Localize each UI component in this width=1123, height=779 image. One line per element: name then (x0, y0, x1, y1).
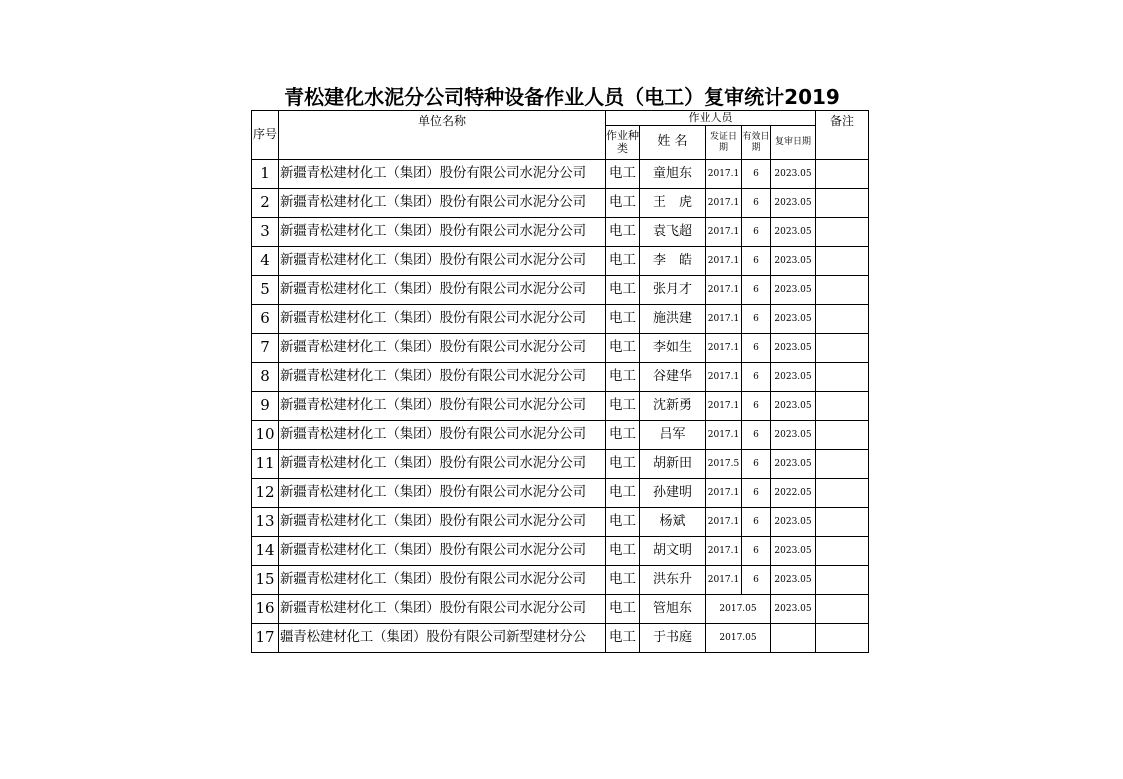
row-note (816, 334, 869, 363)
row-valid-years: 6 (742, 450, 771, 479)
row-unit-name: 新疆青松建材化工（集团）股份有限公司水泥分公司 (279, 450, 606, 479)
row-note (816, 363, 869, 392)
row-review-date: 2023.05 (771, 508, 816, 537)
row-valid-years: 6 (742, 276, 771, 305)
row-index: 11 (252, 450, 279, 479)
row-work-type: 电工 (606, 247, 640, 276)
row-valid-years: 6 (742, 189, 771, 218)
row-person-name: 童旭东 (640, 160, 706, 189)
row-issue-date-merged: 2017.05 (706, 624, 771, 653)
table-row (252, 392, 869, 421)
row-review-date: 2023.05 (771, 247, 816, 276)
row-unit-name: 新疆青松建材化工（集团）股份有限公司水泥分公司 (279, 334, 606, 363)
row-valid-years: 6 (742, 508, 771, 537)
table-row (252, 305, 869, 334)
row-unit-name: 新疆青松建材化工（集团）股份有限公司水泥分公司 (279, 537, 606, 566)
row-valid-years: 6 (742, 334, 771, 363)
row-note (816, 421, 869, 450)
row-person-name: 王 虎 (640, 189, 706, 218)
row-person-name: 胡文明 (640, 537, 706, 566)
row-note (816, 189, 869, 218)
row-issue-date: 2017.1 (706, 218, 742, 247)
row-index: 5 (252, 276, 279, 305)
row-valid-years: 6 (742, 363, 771, 392)
table-row (252, 421, 869, 450)
row-note (816, 624, 869, 653)
row-work-type: 电工 (606, 160, 640, 189)
row-unit-name: 新疆青松建材化工（集团）股份有限公司水泥分公司 (279, 508, 606, 537)
row-index: 4 (252, 247, 279, 276)
row-work-type: 电工 (606, 421, 640, 450)
row-note (816, 595, 869, 624)
row-unit-name: 新疆青松建材化工（集团）股份有限公司水泥分公司 (279, 392, 606, 421)
row-issue-date: 2017.1 (706, 160, 742, 189)
table-row (252, 537, 869, 566)
row-work-type: 电工 (606, 537, 640, 566)
table-row (252, 566, 869, 595)
row-note (816, 160, 869, 189)
row-review-date: 2022.05 (771, 479, 816, 508)
row-valid-years: 6 (742, 305, 771, 334)
row-unit-name: 新疆青松建材化工（集团）股份有限公司水泥分公司 (279, 189, 606, 218)
row-index: 15 (252, 566, 279, 595)
table-row (252, 595, 869, 624)
row-index: 16 (252, 595, 279, 624)
row-review-date: 2023.05 (771, 189, 816, 218)
row-work-type: 电工 (606, 392, 640, 421)
row-unit-name: 新疆青松建材化工（集团）股份有限公司水泥分公司 (279, 247, 606, 276)
table-row (252, 334, 869, 363)
row-review-date: 2023.05 (771, 595, 816, 624)
row-review-date: 2023.05 (771, 276, 816, 305)
table-row (252, 247, 869, 276)
header-name: 姓 名 (640, 126, 706, 160)
table-row (252, 363, 869, 392)
table-row (252, 160, 869, 189)
row-index: 6 (252, 305, 279, 334)
row-review-date: 2023.05 (771, 392, 816, 421)
row-unit-name: 新疆青松建材化工（集团）股份有限公司水泥分公司 (279, 160, 606, 189)
row-index: 17 (252, 624, 279, 653)
row-valid-years: 6 (742, 537, 771, 566)
header-personnel-group: 作业人员 (606, 111, 816, 126)
row-index: 2 (252, 189, 279, 218)
row-unit-name: 新疆青松建材化工（集团）股份有限公司水泥分公司 (279, 421, 606, 450)
row-work-type: 电工 (606, 276, 640, 305)
row-issue-date: 2017.1 (706, 421, 742, 450)
row-work-type: 电工 (606, 363, 640, 392)
row-review-date: 2023.05 (771, 421, 816, 450)
row-unit-name: 新疆青松建材化工（集团）股份有限公司水泥分公司 (279, 276, 606, 305)
personnel-table (251, 110, 869, 653)
row-person-name: 沈新勇 (640, 392, 706, 421)
row-index: 10 (252, 421, 279, 450)
row-valid-years: 6 (742, 392, 771, 421)
row-note (816, 566, 869, 595)
row-note (816, 305, 869, 334)
header-work-type: 作业种类 (606, 126, 640, 160)
row-valid-years: 6 (742, 218, 771, 247)
row-review-date: 2023.05 (771, 160, 816, 189)
row-work-type: 电工 (606, 566, 640, 595)
row-person-name: 吕军 (640, 421, 706, 450)
row-issue-date: 2017.1 (706, 479, 742, 508)
row-unit-name: 新疆青松建材化工（集团）股份有限公司水泥分公司 (279, 363, 606, 392)
row-person-name: 李 皓 (640, 247, 706, 276)
row-work-type: 电工 (606, 305, 640, 334)
row-person-name: 于书庭 (640, 624, 706, 653)
row-person-name: 施洪建 (640, 305, 706, 334)
table-row (252, 479, 869, 508)
row-unit-name: 新疆青松建材化工（集团）股份有限公司水泥分公司 (279, 479, 606, 508)
row-index: 8 (252, 363, 279, 392)
row-person-name: 洪东升 (640, 566, 706, 595)
row-work-type: 电工 (606, 624, 640, 653)
row-note (816, 508, 869, 537)
row-index: 12 (252, 479, 279, 508)
row-review-date: 2023.05 (771, 537, 816, 566)
row-issue-date: 2017.1 (706, 334, 742, 363)
row-issue-date: 2017.1 (706, 189, 742, 218)
row-valid-years: 6 (742, 566, 771, 595)
row-valid-years: 6 (742, 160, 771, 189)
row-unit-name: 疆青松建材化工（集团）股份有限公司新型建材分公 (279, 624, 606, 653)
row-note (816, 276, 869, 305)
sheet-title: 青松建化水泥分公司特种设备作业人员（电工）复审统计2019 (284, 85, 840, 109)
row-review-date (771, 624, 816, 653)
row-note (816, 479, 869, 508)
row-person-name: 胡新田 (640, 450, 706, 479)
row-issue-date: 2017.1 (706, 276, 742, 305)
row-work-type: 电工 (606, 218, 640, 247)
table-row (252, 276, 869, 305)
header-note: 备注 (816, 111, 869, 160)
table-row (252, 508, 869, 537)
row-work-type: 电工 (606, 334, 640, 363)
row-work-type: 电工 (606, 450, 640, 479)
row-person-name: 李如生 (640, 334, 706, 363)
header-issue-date: 发证日期 (706, 126, 742, 160)
row-note (816, 450, 869, 479)
row-index: 13 (252, 508, 279, 537)
row-index: 9 (252, 392, 279, 421)
header-index: 序号 (252, 111, 279, 160)
row-index: 14 (252, 537, 279, 566)
header-review-date: 复审日期 (771, 126, 816, 160)
row-review-date: 2023.05 (771, 450, 816, 479)
row-review-date: 2023.05 (771, 566, 816, 595)
header-unit-name: 单位名称 (279, 111, 606, 160)
row-issue-date: 2017.5 (706, 450, 742, 479)
row-valid-years: 6 (742, 479, 771, 508)
row-index: 7 (252, 334, 279, 363)
row-issue-date-merged: 2017.05 (706, 595, 771, 624)
row-note (816, 247, 869, 276)
row-issue-date: 2017.1 (706, 537, 742, 566)
row-issue-date: 2017.1 (706, 363, 742, 392)
table-row (252, 189, 869, 218)
row-index: 1 (252, 160, 279, 189)
table-row (252, 450, 869, 479)
row-review-date: 2023.05 (771, 363, 816, 392)
row-work-type: 电工 (606, 595, 640, 624)
table-row (252, 624, 869, 653)
row-unit-name: 新疆青松建材化工（集团）股份有限公司水泥分公司 (279, 595, 606, 624)
table-row (252, 218, 869, 247)
row-valid-years: 6 (742, 247, 771, 276)
row-issue-date: 2017.1 (706, 305, 742, 334)
row-person-name: 管旭东 (640, 595, 706, 624)
row-unit-name: 新疆青松建材化工（集团）股份有限公司水泥分公司 (279, 218, 606, 247)
row-work-type: 电工 (606, 479, 640, 508)
row-index: 3 (252, 218, 279, 247)
row-person-name: 张月才 (640, 276, 706, 305)
row-unit-name: 新疆青松建材化工（集团）股份有限公司水泥分公司 (279, 566, 606, 595)
row-note (816, 537, 869, 566)
row-person-name: 谷建华 (640, 363, 706, 392)
row-review-date: 2023.05 (771, 305, 816, 334)
row-note (816, 218, 869, 247)
row-issue-date: 2017.1 (706, 566, 742, 595)
row-issue-date: 2017.1 (706, 508, 742, 537)
row-issue-date: 2017.1 (706, 247, 742, 276)
row-valid-years: 6 (742, 421, 771, 450)
row-person-name: 袁飞超 (640, 218, 706, 247)
row-work-type: 电工 (606, 189, 640, 218)
row-review-date: 2023.05 (771, 218, 816, 247)
header-valid-years: 有效日期 (742, 126, 771, 160)
row-person-name: 杨斌 (640, 508, 706, 537)
row-issue-date: 2017.1 (706, 392, 742, 421)
row-person-name: 孙建明 (640, 479, 706, 508)
row-unit-name: 新疆青松建材化工（集团）股份有限公司水泥分公司 (279, 305, 606, 334)
row-review-date: 2023.05 (771, 334, 816, 363)
row-work-type: 电工 (606, 508, 640, 537)
row-note (816, 392, 869, 421)
